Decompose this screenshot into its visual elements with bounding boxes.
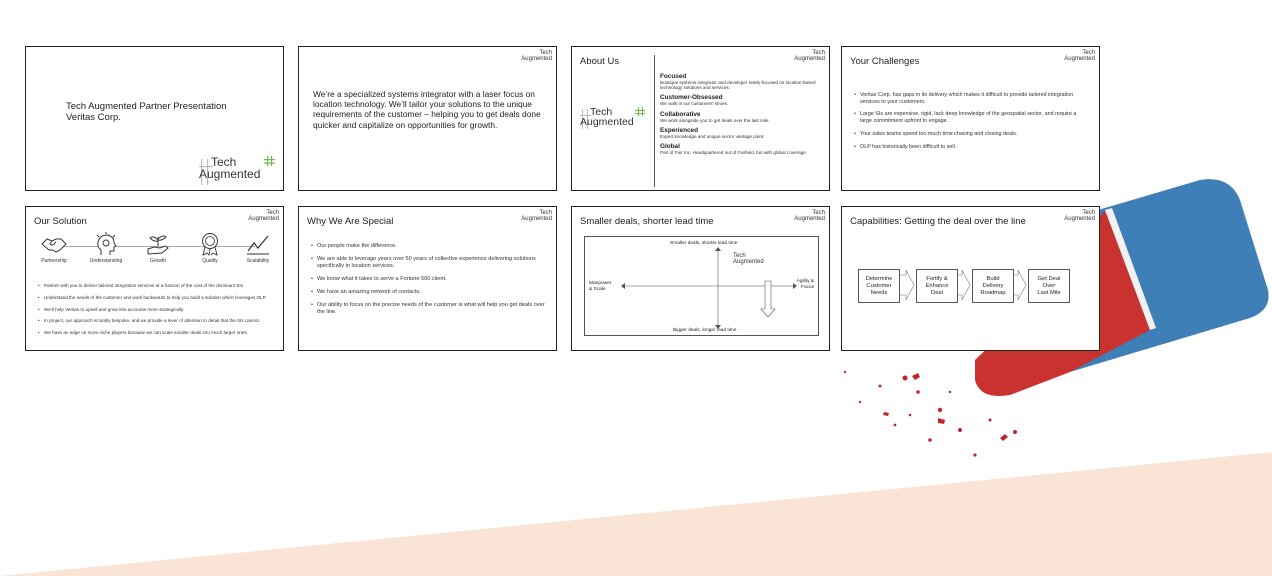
slide-thumbnail-2[interactable] bbox=[298, 46, 557, 191]
process-step-4: Get Deal Over Last Mile bbox=[1028, 269, 1070, 303]
process-step-3: Build Delivery Roadmap bbox=[972, 269, 1014, 303]
list-item: • We know what it takes to serve a Fortune 500 client. bbox=[309, 276, 546, 283]
slide-thumbnail-6[interactable] bbox=[298, 206, 557, 351]
about-item: Collaborative We work alongside you to get deals over the last mile. bbox=[660, 110, 770, 123]
slide-thumbnail-5[interactable] bbox=[25, 206, 284, 351]
award-badge-icon bbox=[197, 232, 223, 256]
list-item: • Our ability to focus on the precise needs of the customer is what will help you get deals over the line. bbox=[309, 302, 546, 316]
logo-small: Tech Augmented bbox=[794, 50, 825, 62]
peach-wedge bbox=[0, 452, 1272, 576]
scalability-item: Scalability bbox=[238, 232, 278, 264]
logo-small: Tech Augmented bbox=[1064, 210, 1095, 222]
about-item: Customer-Obsessed We walk in our customers’ shoes. bbox=[660, 94, 729, 107]
process-step-1: Determine Customer Needs bbox=[858, 269, 900, 303]
logo-small: Tech Augmented bbox=[248, 210, 279, 222]
about-list bbox=[660, 73, 824, 159]
quality-item: Quality bbox=[190, 232, 230, 264]
slide-thumbnail-7[interactable] bbox=[571, 206, 830, 351]
list-item: • In project, our approach is totally bespoke, and we provide a lever of attention to detail that the SIs cannot. bbox=[36, 318, 273, 324]
slide-thumbnail-4[interactable] bbox=[841, 46, 1100, 191]
axis-label-left: Manpower & Scale bbox=[589, 281, 612, 292]
partnership-item: Partnership bbox=[34, 232, 74, 264]
list-item: • We have an edge on more niche players because we can scale smaller deals into much larger ones. bbox=[36, 330, 273, 336]
list-item: • We are able to leverage years over 50 years of collective experience delivering solutions specifically in location services. bbox=[309, 256, 546, 270]
list-item: • We’ll help Veritas to upsell and grow into accounts more strategically. bbox=[36, 307, 273, 313]
slide-title: About Us bbox=[580, 56, 620, 67]
list-item: • Understand the needs of the customer and work backwards to help you build a solution which leverages OLP. bbox=[36, 295, 273, 301]
trend-chart-icon bbox=[245, 232, 271, 256]
tech-augmented-logo: Tech Augmented bbox=[580, 107, 650, 131]
quadrant-diagram bbox=[584, 236, 819, 336]
slide-thumbnail-8[interactable] bbox=[841, 206, 1100, 351]
understanding-item: Understanding bbox=[86, 232, 126, 264]
process-step-2: Fortify & Enhance Deal bbox=[916, 269, 958, 303]
about-item: Global Part of Fair Inc. Headquartered out of Fairfield, but with global coverage. bbox=[660, 143, 808, 156]
tech-augmented-logo: Tech Augmented bbox=[199, 156, 279, 186]
presentation-title: Tech Augmented Partner Presentation Veritas Corp. bbox=[66, 101, 227, 123]
slide-title: Your Challenges bbox=[850, 56, 920, 67]
logo-small: Tech Augmented bbox=[733, 253, 764, 265]
slide-title: Why We Are Special bbox=[307, 216, 394, 227]
axis-label-top: Smaller deals, shorter lead time bbox=[670, 241, 738, 246]
list-item: • Your sales teams spend too much time chasing and closing deals. bbox=[852, 131, 1089, 138]
intro-paragraph: We’re a specialized systems integrator with a laser focus on location technology. We’ll tailor your solutions to the unique requirements of the customer – helping you to get deals done quicker and capitalize on opportunities for growth. bbox=[313, 89, 541, 130]
logo-small: Tech Augmented bbox=[1064, 50, 1095, 62]
slide-thumbnail-1[interactable] bbox=[25, 46, 284, 191]
solution-list bbox=[36, 283, 273, 342]
solution-icon-row bbox=[34, 232, 275, 268]
axis-label-bottom: Bigger deals, longer lead time bbox=[673, 328, 737, 333]
lightbulb-head-icon bbox=[93, 232, 119, 256]
handshake-icon bbox=[41, 232, 67, 256]
about-item: Experienced Expert knowledge and unique sector vantage point. bbox=[660, 126, 765, 139]
list-item: • Partner with you to deliver tailored integration services at a fraction of the cost of the dominant SIs. bbox=[36, 283, 273, 289]
list-item: • Our people make the difference. bbox=[309, 243, 546, 250]
vertical-divider bbox=[654, 55, 655, 187]
logo-small: Tech Augmented bbox=[521, 210, 552, 222]
slide-thumbnail-3[interactable] bbox=[571, 46, 830, 191]
axis-label-right: Agility & Focus bbox=[796, 279, 814, 290]
growth-item: Growth bbox=[138, 232, 178, 264]
slide-title: Smaller deals, shorter lead time bbox=[580, 216, 714, 227]
slide-title: Capabilities: Getting the deal over the line bbox=[850, 216, 1026, 227]
list-item: • Large SIs are expensive, rigid, lack deep knowledge of the geospatial sector, and require a large commitment upfront to engage. bbox=[852, 111, 1089, 124]
special-list bbox=[309, 243, 546, 322]
list-item: • OLP has historically been difficult to sell. bbox=[852, 144, 1089, 151]
slide-title: Our Solution bbox=[34, 216, 87, 227]
challenges-list bbox=[852, 92, 1089, 156]
logo-small: Tech Augmented bbox=[521, 50, 552, 62]
list-item: • Veritas Corp. has gaps in its delivery which makes it difficult to provide tailored integration services to your customers. bbox=[852, 92, 1089, 105]
about-item: Focused Boutique systems integrator and developer solely-focused on location-based technology solutions and services. bbox=[660, 73, 816, 91]
plant-hand-icon bbox=[145, 232, 171, 256]
list-item: • We have an amazing network of contacts. bbox=[309, 289, 546, 296]
logo-small: Tech Augmented bbox=[794, 210, 825, 222]
